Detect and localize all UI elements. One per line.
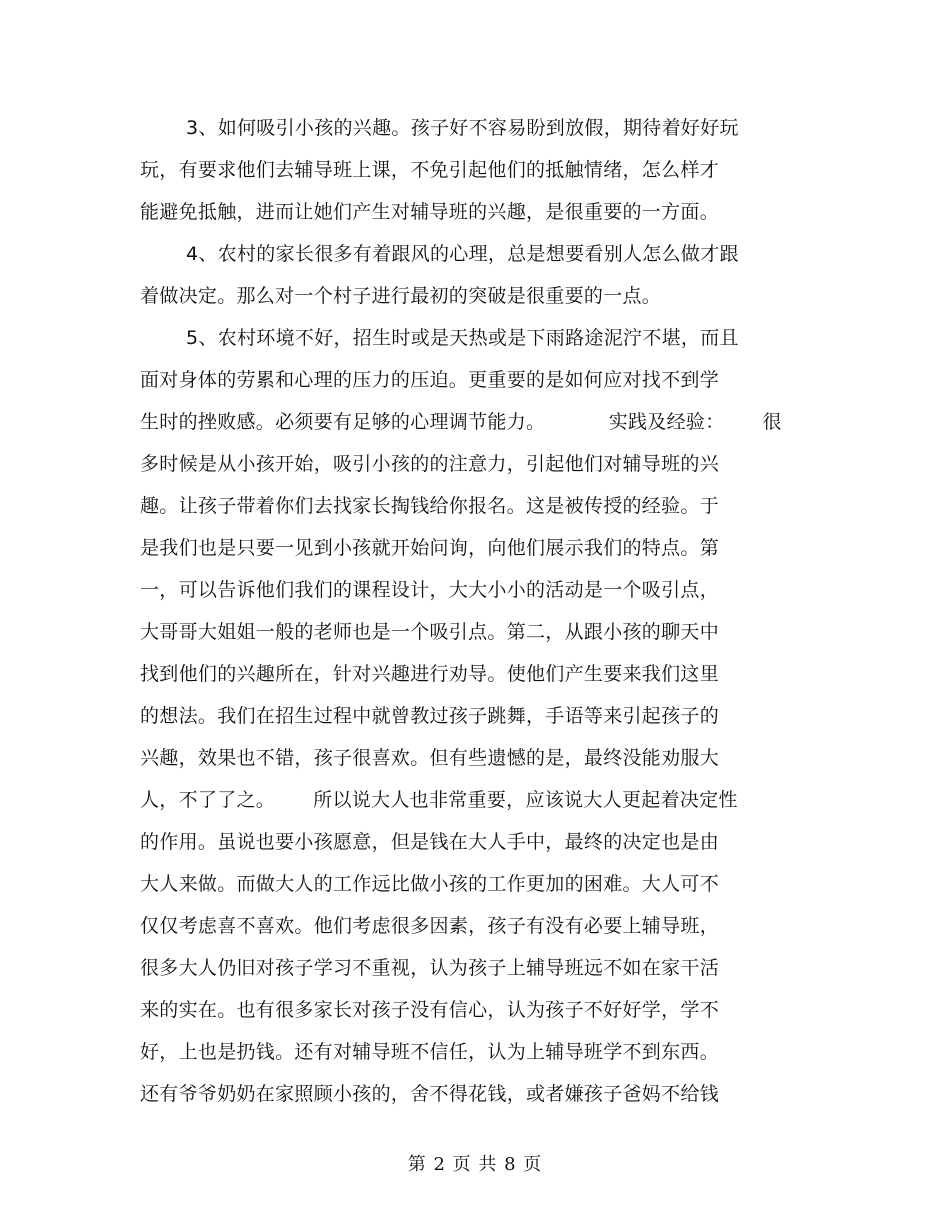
text-line: 面对身体的劳累和心理的压力的压迫。更重要的是如何应对找不到学 xyxy=(140,369,720,391)
text-line: 3、如何吸引小孩的兴趣。孩子好不容易盼到放假，期待着好好玩 xyxy=(186,117,739,139)
text-line: 还有爷爷奶奶在家照顾小孩的，舍不得花钱，或者嫌孩子爸妈不给钱 xyxy=(140,1083,720,1105)
text-line: 的作用。虽说也要小孩愿意，但是钱在大人手中，最终的决定也是由 xyxy=(140,831,720,853)
text-line: 很多大人仍旧对孩子学习不重视，认为孩子上辅导班远不如在家干活 xyxy=(140,957,720,979)
text-line: 趣。让孩子带着你们去找家长掏钱给你报名。这是被传授的经验。于 xyxy=(140,495,720,517)
text-line: 人，不了了之。 所以说大人也非常重要，应该说大人更起着决定性 xyxy=(140,789,738,811)
text-line: 兴趣，效果也不错，孩子很喜欢。但有些遗憾的是，最终没能劝服大 xyxy=(140,747,720,769)
text-line: 大哥哥大姐姐一般的老师也是一个吸引点。第二，从跟小孩的聊天中 xyxy=(140,621,720,643)
text-line: 的想法。我们在招生过程中就曾教过孩子跳舞，手语等来引起孩子的 xyxy=(140,705,720,727)
page-footer: 第 2 页 共 8 页 xyxy=(407,1154,543,1175)
text-line: 一，可以告诉他们我们的课程设计，大大小小的活动是一个吸引点， xyxy=(140,579,720,601)
text-line: 是我们也是只要一见到小孩就开始问询，向他们展示我们的特点。第 xyxy=(140,537,720,559)
text-line: 5、农村环境不好，招生时或是天热或是下雨路途泥泞不堪，而且 xyxy=(186,327,739,349)
text-line: 4、农村的家长很多有着跟风的心理，总是想要看别人怎么做才跟 xyxy=(186,243,739,265)
text-line: 玩，有要求他们去辅导班上课，不免引起他们的抵触情绪，怎么样才 xyxy=(140,159,720,181)
text-line: 能避免抵触，进而让她们产生对辅导班的兴趣，是很重要的一方面。 xyxy=(140,201,720,223)
text-line: 多时候是从小孩开始，吸引小孩的的注意力，引起他们对辅导班的兴 xyxy=(140,453,720,475)
text-line: 找到他们的兴趣所在，针对兴趣进行劝导。使他们产生要来我们这里 xyxy=(140,663,720,685)
text-line: 好，上也是扔钱。还有对辅导班不信任，认为上辅导班学不到东西。 xyxy=(140,1041,720,1063)
text-line: 着做决定。那么对一个村子进行最初的突破是很重要的一点。 xyxy=(140,285,662,307)
text-line: 大人来做。而做大人的工作远比做小孩的工作更加的困难。大人可不 xyxy=(140,873,720,895)
text-line: 生时的挫败感。必须要有足够的心理调节能力。 实践及经验： 很 xyxy=(140,411,782,433)
text-line: 来的实在。也有很多家长对孩子没有信心，认为孩子不好好学，学不 xyxy=(140,999,720,1021)
text-line: 仅仅考虑喜不喜欢。他们考虑很多因素，孩子有没有必要上辅导班， xyxy=(140,915,720,937)
